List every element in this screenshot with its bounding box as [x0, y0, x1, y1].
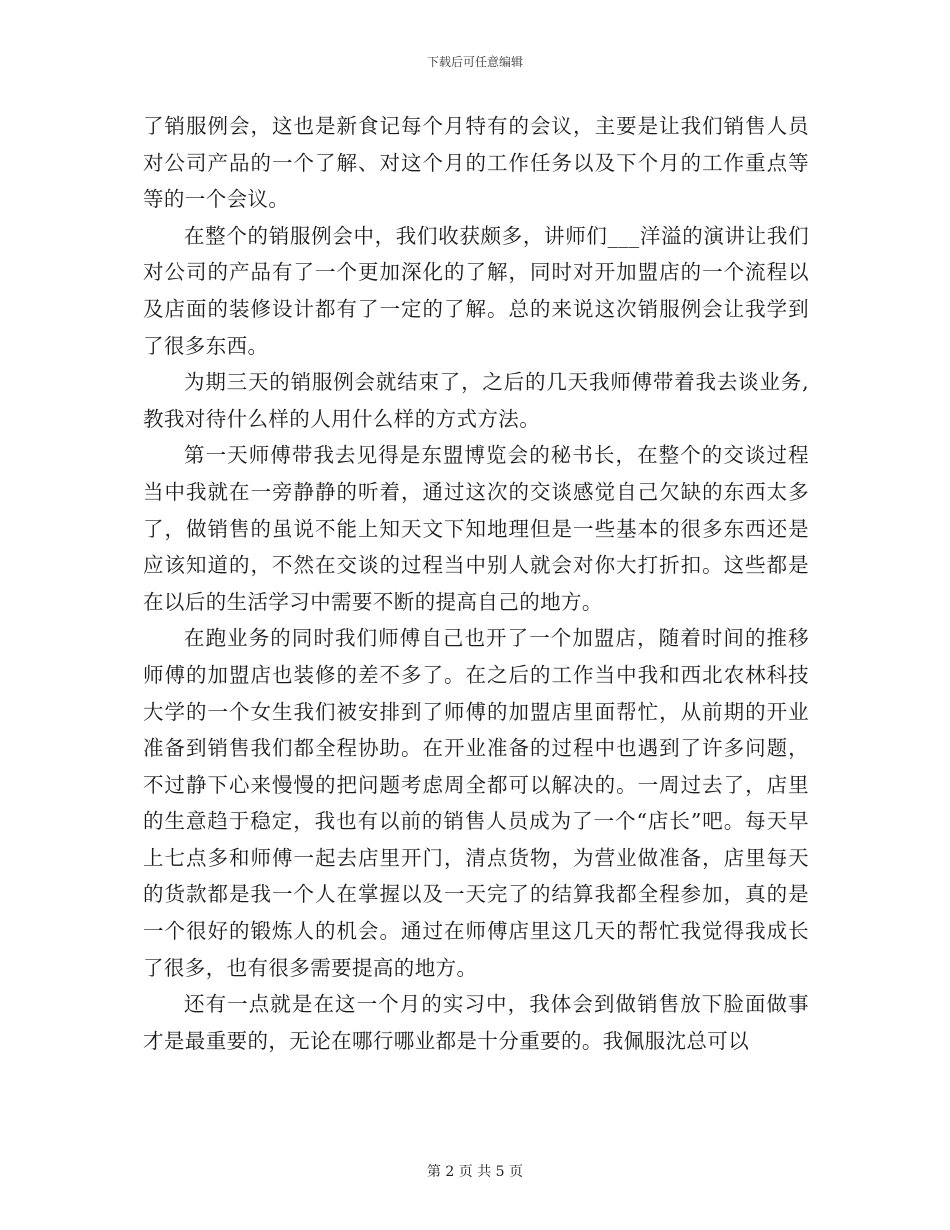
paragraph-6: 还有一点就是在这一个月的实习中，我体会到做销售放下脸面做事才是最重要的，无论在哪行哪业都是十分重要的。我佩服沈总可以 [143, 992, 809, 1053]
page-number: 第 2 页 共 5 页 [426, 1164, 524, 1180]
paragraph-5: 在跑业务的同时我们师傅自己也开了一个加盟店，随着时间的推移师傅的加盟店也装修的差不多了。在之后的工作当中我和西北农林科技大学的一个女生我们被安排到了师傅的加盟店里面帮忙，从前期的开业准备到销售我们都全程协助。在开业准备的过程中也遇到了许多问题，不过静下心来慢慢的把问题考虑周全都可以解决的。一周过去了，店里的生意趋于稳定，我也有以前的销售人员成为了一个“店长”吧。每天早上七点多和师傅一起去店里开门，清点货物，为营业做准备，店里每天的货款都是我一个人在掌握以及一天完了的结算我都全程参加，真的是一个很好的锻炼人的机会。通过在师傅店里这几天的帮忙我觉得我成长了很多，也有很多需要提高的地方。 [143, 626, 809, 980]
paragraph-4: 第一天师傅带我去见得是东盟博览会的秘书长，在整个的交谈过程当中我就在一旁静静的听着，通过这次的交谈感觉自己欠缺的东西太多了，做销售的虽说不能上知天文下知地理但是一些基本的很多东西还是应该知道的，不然在交谈的过程当中别人就会对你大打折扣。这些都是在以后的生活学习中需要不断的提高自己的地方。 [143, 443, 809, 614]
paragraph-1: 了销服例会，这也是新食记每个月特有的会议，主要是让我们销售人员对公司产品的一个了解、对这个月的工作任务以及下个月的工作重点等等的一个会议。 [143, 114, 809, 212]
paragraph-3: 为期三天的销服例会就结束了，之后的几天我师傅带着我去谈业务,教我对待什么样的人用什么样的方式方法。 [143, 370, 809, 431]
document-body [143, 108, 809, 1059]
paragraph-2: 在整个的销服例会中，我们收获颇多，讲师们___洋溢的演讲让我们对公司的产品有了一个更加深化的了解，同时对开加盟店的一个流程以及店面的装修设计都有了一定的了解。总的来说这次销服例会让我学到了很多东西。 [143, 223, 809, 358]
page-header-note: 下载后可任意编辑 [426, 55, 523, 69]
